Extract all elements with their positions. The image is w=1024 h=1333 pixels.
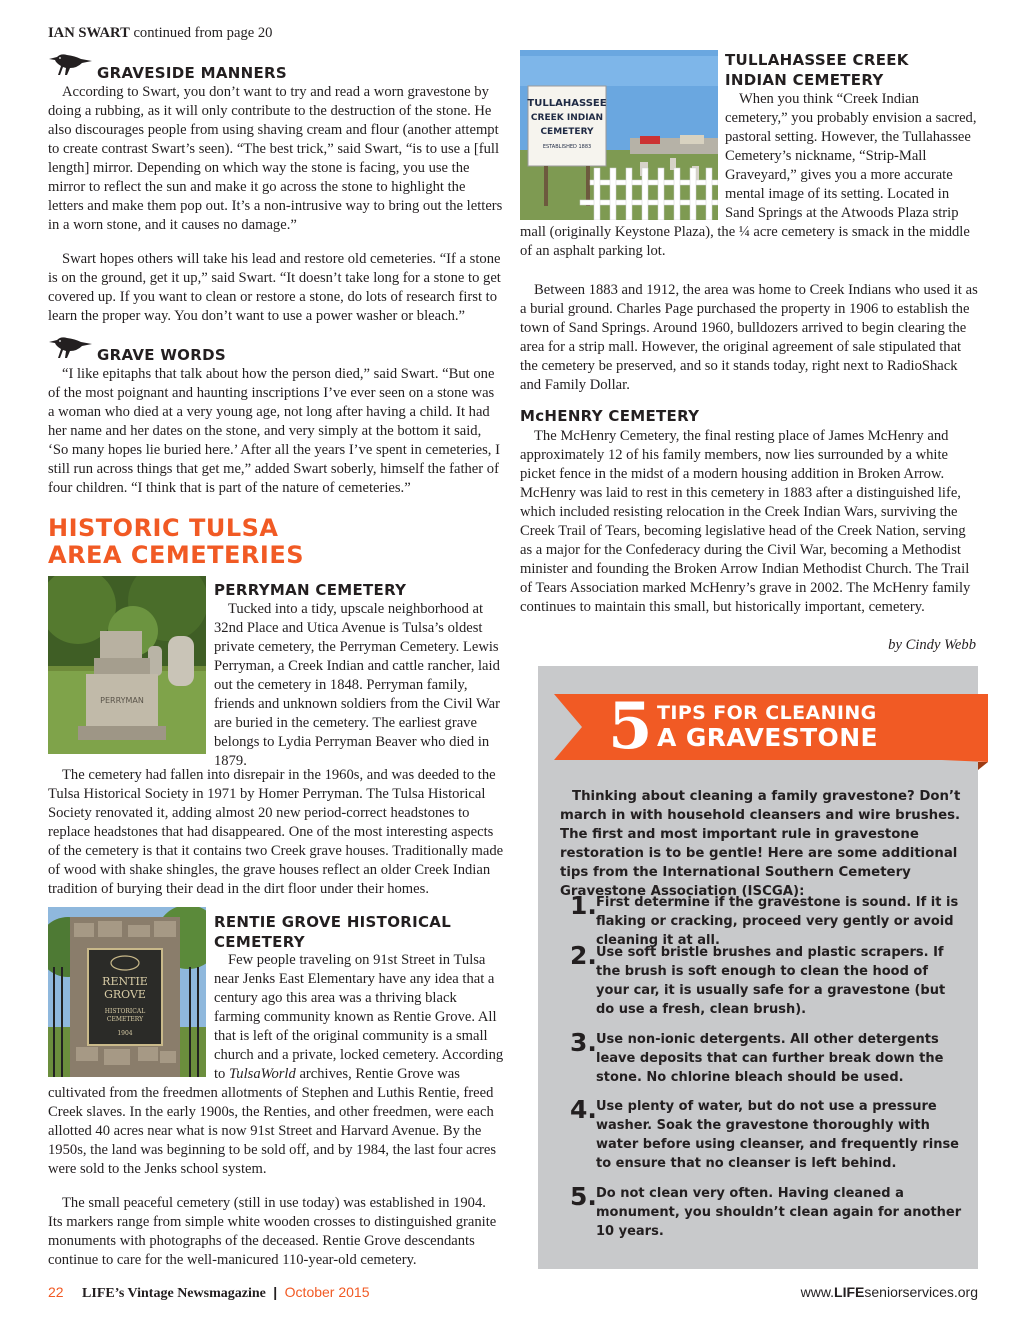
- tips-title-line-2: A GRAVESTONE: [657, 723, 879, 752]
- tullahassee-sign-line-2: CREEK INDIAN: [530, 113, 604, 123]
- rentie-paragraph-2: The small peaceful cemetery (still in use today) was established in 1904. Its markers range from simple white wooden crosses to distinguished granite monuments with photographs of the deceased. Rentie Grove descendants continue to care for the well-manicured 110-year-old cemetery.: [48, 1195, 497, 1268]
- url-suffix: seniorservices.org: [864, 1284, 978, 1300]
- tips-number: 5: [608, 689, 653, 764]
- historic-cemeteries-heading: [48, 515, 304, 569]
- rentie-sign-line-4: CEMETERY: [106, 1016, 144, 1023]
- tullahassee-sign-line-4: ESTABLISHED 1883: [542, 144, 592, 150]
- rentie-photo-float-spacer: [48, 951, 214, 1073]
- footer-separator: |: [273, 1284, 278, 1300]
- tullahassee-title-line-2: INDIAN CEMETERY: [725, 71, 884, 89]
- tip-text: Use soft bristle brushes and plastic scrapers. If the brush is soft enough to clean the hood of your car, it is usually safe for a gravestone (but do use a fresh, clean brush).: [596, 945, 946, 1017]
- url-prefix: www.: [800, 1284, 835, 1300]
- author-name: IAN SWART: [48, 25, 130, 41]
- perryman-paragraph-2: The cemetery had fallen into disrepair in the 1960s, and was deeded to the Tulsa Historical Society in 1971 by Homer Perryman. The Tulsa Historical Society renovated it, adding almost 20 new period-correct headstones to replace headstones that had disappeared. One of the most interesting aspects of the cemetery is that it contains two Creek grave houses. Traditionally made of wood with shake shingles, the grave houses reflect an older Creek Indian tradition of burying their dead in the dirt floor under their homes.: [48, 767, 504, 897]
- rentie-grove-title: [214, 912, 451, 952]
- rentie-p1-source: TulsaWorld: [229, 1066, 296, 1082]
- crow-icon: [47, 329, 93, 361]
- mchenry-cemetery-title: McHENRY CEMETERY: [520, 407, 700, 425]
- rentie-sign-line-1: RENTIE: [102, 975, 148, 988]
- tullahassee-paragraph-2: Between 1883 and 1912, the area was home to Creek Indians who used it as a burial ground. Charles Page purchased the property in 1906 to establish the town of Sand Springs. Around 1960, bulldozers arrived to begin clearing the area for a strip mall. However, the original agreement of sale stipulated that the cemetery be preserved, and so it stands today, right next to RadioShack and Family Dollar.: [520, 282, 978, 393]
- tip-item: [570, 1030, 962, 1087]
- rentie-title-line-1: RENTIE GROVE HISTORICAL: [214, 913, 452, 931]
- publication-name: LIFE’s Vintage Newsmagazine: [82, 1286, 266, 1301]
- continued-note: continued from page 20: [133, 25, 273, 41]
- tullahassee-sign-line-1: TULLAHASSEE: [527, 98, 607, 109]
- mchenry-paragraph: The McHenry Cemetery, the final resting place of James McHenry and approximately 12 of his family members, now lies surrounded by a white picket fence in the midst of a modern housing addition in Broken Arrow. McHenry was laid to rest in this cemetery in 1883 after a distinguished life, which included resisting relocation in the Creek Indian Wars, surviving the Creek Trail of Tears, becoming legislative head of the Creek Nation, serving as a major for the Confederacy during the Civil War, becoming a Methodist minister and founding the Broken Arrow Indian Methodist Church. The Trail of Tears Association marked McHenry’s grave in 2002. The McHenry family continues to maintain this small, but historically important, cemetery.: [520, 428, 971, 615]
- tullahassee-title-line-1: TULLAHASSEE CREEK: [725, 51, 909, 69]
- rentie-p1-end: archives, Rentie Grove was cultivated from the freedmen allotments of Stephen and Luthis Rentie, freed Creek slaves. In the early 1900s, the Renties, and other freedmen, were each allotted 40 acres near what is now 91st Street and Harvard Avenue. By the 1950s, the land was beginning to be sold off, and by 1984, the last four acres were sold to the Jenks school system.: [48, 1066, 496, 1177]
- tips-intro: Thinking about cleaning a family gravestone? Don’t march in with household cleansers and wire brushes. The first and most important rule in gravestone restoration is to be gentle! Here are some additional tips from the International Southern Cemetery Gravestone Association (ISCGA):: [560, 789, 961, 899]
- rentie-paragraph-1-wrap: [48, 951, 504, 1179]
- crow-icon: [47, 46, 93, 78]
- rentie-sign-line-3: HISTORICAL: [104, 1008, 146, 1015]
- website-url: [760, 1284, 978, 1300]
- tip-item: [570, 1184, 962, 1241]
- tip-text: First determine if the gravestone is sound. If it is flaking or cracking, proceed very gently or avoid cleaning it at all.: [596, 895, 959, 948]
- historic-heading-line-2: AREA CEMETERIES: [48, 541, 305, 569]
- tip-text: Use non-ionic detergents. All other detergents leave deposits that can further break down the stone. No chlorine bleach should be used.: [596, 1032, 944, 1085]
- tip-text: Use plenty of water, but do not use a pressure washer. Soak the gravestone thoroughly with water before using cleanser, and frequently rinse to ensure that no cleanser is left behind.: [596, 1099, 959, 1171]
- tullahassee-title: [725, 50, 909, 90]
- tip-number: 2.: [570, 941, 597, 970]
- rentie-sign-line-5: 1904: [117, 1030, 133, 1037]
- issue-date: October 2015: [284, 1284, 370, 1300]
- historic-heading-line-1: HISTORIC TULSA: [48, 514, 279, 542]
- tullahassee-cemetery-photo: [520, 50, 718, 220]
- grave-words-paragraph: “I like epitaphs that talk about how the person died,” said Swart. “But one of the most poignant and haunting inscriptions I’ve ever seen on a stone was a woman who died at a very young age, not long after having a child. It had her name and her dates on the stone, and very simply at the bottom it said, ‘So many hopes lie buried here.’ After all the years I’ve spent in cemeteries, I still run across things that get me,” added Swart soberly, himself the father of four children. “I think that is part of the nature of cemeteries.”: [48, 366, 500, 496]
- tip-number: 3.: [570, 1028, 597, 1057]
- tips-title: [657, 702, 878, 752]
- continued-header: [48, 25, 272, 42]
- tips-title-line-1: TIPS FOR CLEANING: [657, 702, 877, 724]
- article-byline: by Cindy Webb: [888, 637, 976, 653]
- tip-item: [570, 943, 962, 1019]
- tip-number: 5.: [570, 1182, 597, 1211]
- perryman-paragraph-1: Tucked into a tidy, upscale neighborhood at 32nd Place and Utica Avenue is Tulsa’s oldest private cemetery, the Perryman Cemetery. Lewis Perryman, a Creek Indian and cattle rancher, laid out the cemetery in 1848. Perryman family, friends and unknown soldiers from the Civil War are buried in the cemetery. The earliest grave belongs to Lydia Perryman Beaver who died in 1879.: [214, 601, 500, 769]
- tip-item: [570, 893, 962, 950]
- perryman-cemetery-title: PERRYMAN CEMETERY: [214, 581, 407, 599]
- perryman-photo-inscription: PERRYMAN: [100, 696, 144, 705]
- url-brand: LIFE: [834, 1284, 865, 1300]
- graveside-manners-title: GRAVESIDE MANNERS: [97, 64, 287, 82]
- tullahassee-paragraph-1: When you think “Creek Indian cemetery,” you probably envision a sacred, pastoral setting. However, the Tullahassee Cemetery’s nickname, “Strip-Mall Graveyard,” gives you a more accurate mental image of its setting. Located in Sand Springs at the Atwoods Plaza strip: [725, 91, 977, 221]
- rentie-title-line-2: CEMETERY: [214, 933, 305, 951]
- tip-number: 4.: [570, 1095, 597, 1124]
- page-number: 22: [48, 1284, 64, 1300]
- grave-words-title: GRAVE WORDS: [97, 346, 226, 364]
- graveside-paragraph-1: According to Swart, you don’t want to try and read a worn gravestone by doing a rubbing, as it will only contribute to the destruction of the stone. He also discourages people from using shaving cream and flour (another attempt to create contrast Swart’s seen). “The best trick,” said Swart, “is to use a [full length] mirror. Depending on which way the stone is facing, you use the mirror to reflect the sun and make it go across the stone to highlight the letters and make them pop out. It’s a non-intrusive way to bring out the letters in a worn stone, and it causes no damage.”: [48, 84, 503, 233]
- graveside-paragraph-2: Swart hopes others will take his lead and restore old cemeteries. “If a stone is on the ground, get it up,” said Swart. “It doesn’t take long for a stone to get covered up. If you want to clean or restore a stone, do lots of research first to learn the proper way. You don’t want to use a power washer or bleach.”: [48, 251, 501, 324]
- tullahassee-paragraph-1-continued: mall (originally Keystone Plaza), the ¼ acre cemetery is smack in the middle of an asphalt parking lot.: [520, 224, 970, 259]
- rentie-p1-start: Few people traveling on 91st Street in Tulsa near Jenks East Elementary have any idea that a century ago this area was a thriving black farming community known as Rentie Grove. All that is left of the original community is a small church and a private, locked cemetery. According to: [214, 952, 504, 1082]
- perryman-cemetery-photo: [48, 576, 206, 754]
- tullahassee-sign-line-3: CEMETERY: [540, 127, 594, 137]
- tip-number: 1.: [570, 891, 597, 920]
- rentie-sign-line-2: GROVE: [104, 988, 146, 1001]
- tip-item: [570, 1097, 962, 1173]
- page-footer: [48, 1284, 370, 1302]
- tip-text: Do not clean very often. Having cleaned a monument, you shouldn’t clean again for another 10 years.: [596, 1186, 962, 1239]
